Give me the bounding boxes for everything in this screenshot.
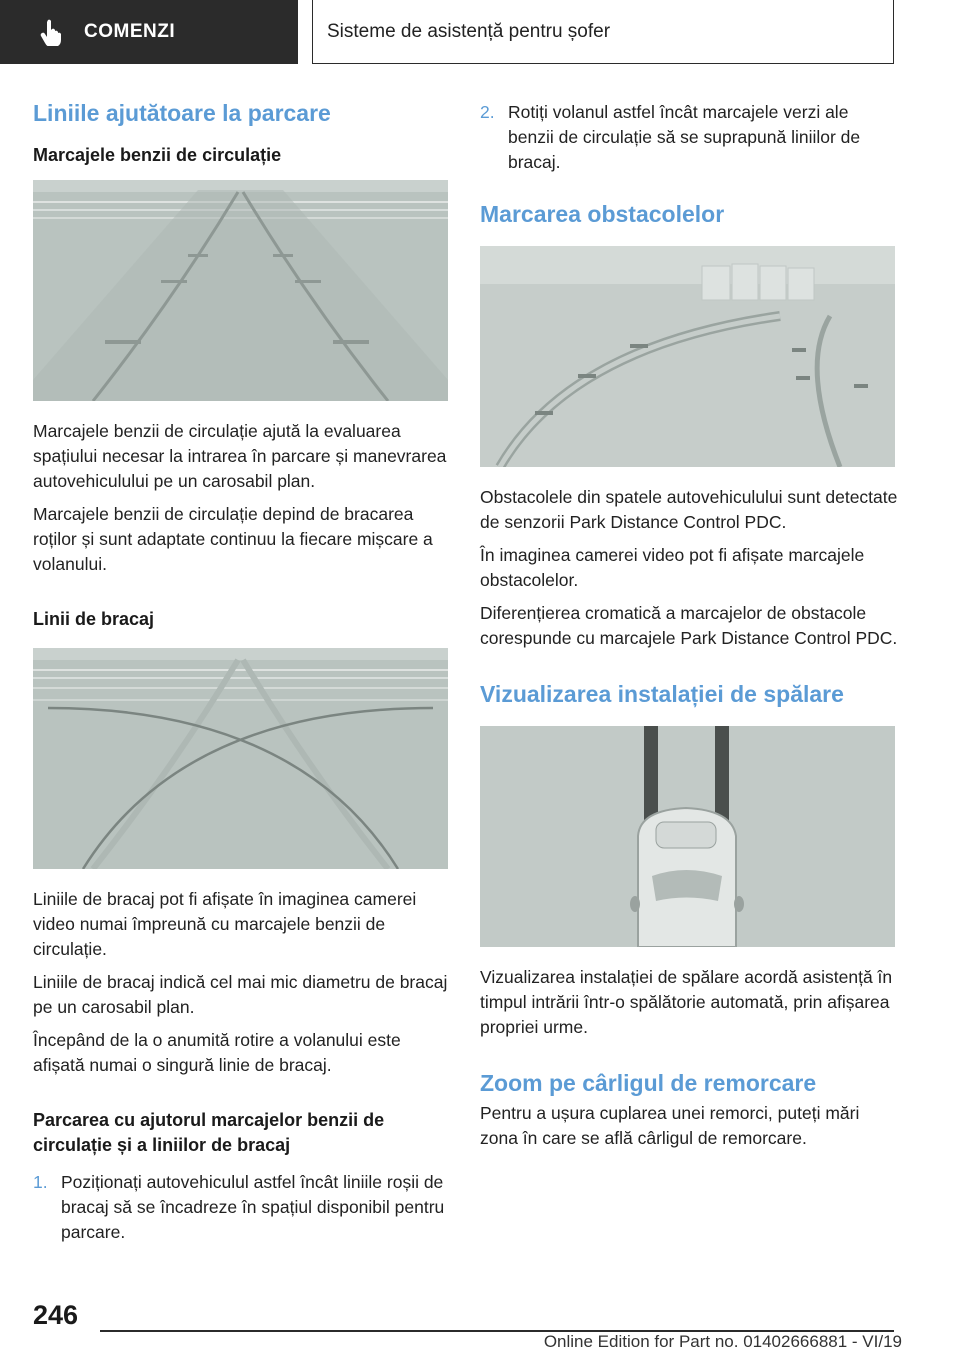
obstacle-marking-figure [480, 246, 895, 467]
heading-turning-lines: Linii de bracaj [33, 609, 155, 629]
step-item [480, 100, 898, 175]
left-column [33, 100, 451, 1245]
section-title-parking-lines: Liniile ajutătoare la parcare [33, 100, 331, 126]
car-wash-view-figure [480, 726, 895, 947]
turning-lines-figure [33, 648, 448, 869]
heading-lane-markings: Marcajele benzii de circulație [33, 145, 282, 165]
turning-lines-paragraph-2: Liniile de bracaj indică cel mai mic diametru de bracaj pe un carosabil plan. [33, 972, 448, 1017]
steps-list-right [480, 100, 898, 175]
lane-markings-paragraph-2: Marcajele benzii de circulație depind de bracarea roților și sunt adaptate continuu la fiecare mișcare a volanului. [33, 504, 433, 574]
step-text: Poziționați autovehiculul astfel încât liniile roșii de bracaj să se încadreze în spațiul disponibil pentru parcare. [61, 1172, 445, 1242]
hand-pointer-icon [40, 18, 64, 46]
obstacles-paragraph-3: Diferențierea cromatică a marcajelor de obstacole corespunde cu marcajele Park Distance Control PDC. [480, 603, 898, 648]
step-text: Rotiți volanul astfel încât marcajele verzi ale benzii de circulație să se suprapună liniilor de bracaj. [508, 102, 861, 172]
section-title-hitch-zoom: Zoom pe cârligul de remorcare [480, 1070, 817, 1096]
section-title-obstacles: Marcarea obstacolelor [480, 201, 725, 227]
edition-text: Online Edition for Part no. 01402666881 - VI/19 [543, 1332, 902, 1351]
obstacles-paragraph-1: Obstacolele din spatele autovehiculului sunt detectate de senzorii Park Distance Control PDC. [480, 487, 898, 532]
step-number: 2. [480, 102, 495, 122]
steps-list-left [33, 1170, 451, 1245]
section-label: COMENZI [84, 21, 176, 42]
step-item [33, 1170, 451, 1245]
washing-paragraph-1: Vizualizarea instalației de spălare acordă asistență în timpul intrării într-o spălătorie automată, prin afișarea propriei urme. [480, 967, 893, 1037]
section-tab [0, 0, 298, 64]
step-number: 1. [33, 1172, 48, 1192]
section-title-washing: Vizualizarea instalației de spălare [480, 681, 844, 707]
hitch-paragraph-1: Pentru a ușura cuplarea unei remorci, puteți mări zona în care se află cârligul de remorcare. [480, 1103, 860, 1148]
obstacles-paragraph-2: În imaginea camerei video pot fi afișate marcajele obstacolelor. [480, 545, 865, 590]
right-column [480, 100, 898, 1159]
heading-parking-with-markings: Parcarea cu ajutorul marcajelor benzii de circulație și a liniilor de bracaj [33, 1110, 385, 1155]
page-number: 246 [33, 1300, 79, 1330]
turning-lines-paragraph-3: Începând de la o anumită rotire a volanului este afișată numai o singură linie de bracaj. [33, 1030, 401, 1075]
lane-markings-paragraph-1: Marcajele benzii de circulație ajută la evaluarea spațiului necesar la intrarea în parcare și manevrarea autovehiculului pe un carosabil plan. [33, 421, 447, 491]
lane-markings-figure [33, 180, 448, 401]
turning-lines-paragraph-1: Liniile de bracaj pot fi afișate în imaginea camerei video numai împreună cu marcajele benzii de circulație. [33, 889, 417, 959]
chapter-title: Sisteme de asistență pentru șofer [312, 0, 894, 64]
